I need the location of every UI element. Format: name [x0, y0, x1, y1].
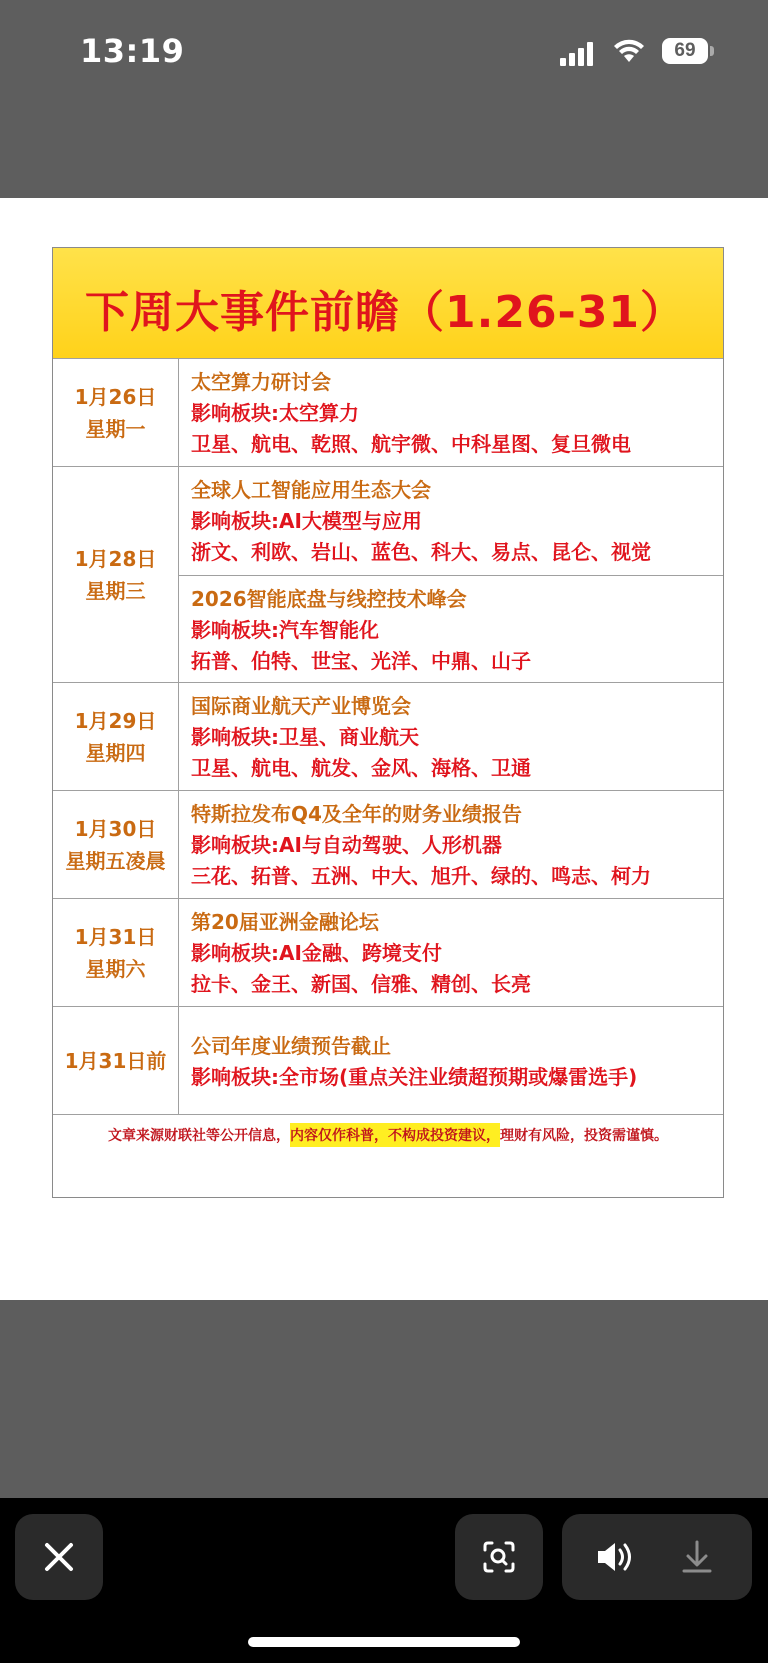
battery-icon [662, 38, 710, 64]
event-cell [179, 907, 723, 1000]
event-preview-card [52, 247, 724, 1198]
table-row [53, 683, 723, 791]
event-stocks: 卫星、航电、乾照、航宇微、中科星图、复旦微电 [191, 432, 631, 456]
close-icon [15, 1514, 103, 1600]
wifi-icon [612, 38, 646, 64]
table-row [53, 359, 723, 467]
weekday-label: 星期三 [85, 578, 146, 603]
event-name: 第20届亚洲金融论坛 [191, 910, 379, 934]
weekday-label: 星期五凌晨 [65, 848, 166, 873]
event-stocks: 拓普、伯特、世宝、光洋、中鼎、山子 [191, 649, 531, 673]
date-label: 1月29日 [74, 708, 157, 733]
event-sector: 影响板块:AI与自动驾驶、人形机器 [191, 833, 502, 857]
event-cell [179, 1031, 723, 1093]
table-row [53, 1007, 723, 1115]
card-header [53, 248, 723, 359]
speaker-icon[interactable] [590, 1532, 640, 1582]
event-stocks: 拉卡、金王、新国、信雅、精创、长亮 [191, 972, 531, 996]
date-cell [53, 791, 179, 898]
event-sector: 影响板块:AI大模型与应用 [191, 509, 422, 533]
event-sector: 影响板块:汽车智能化 [191, 618, 379, 642]
scan-search-icon [455, 1514, 543, 1600]
disclaimer [53, 1116, 723, 1154]
event-name: 国际商业航天产业博览会 [191, 694, 411, 718]
event-sector: 影响板块:太空算力 [191, 401, 359, 425]
event-cell [179, 475, 723, 568]
weekday-label: 星期一 [85, 416, 146, 441]
event-cell [179, 367, 723, 460]
date-label: 1月31日 [74, 924, 157, 949]
event-cell [179, 575, 723, 683]
table-row [53, 899, 723, 1007]
disclaimer-risk: 理财有风险，投资需谨慎。 [500, 1128, 668, 1144]
event-stocks: 卫星、航电、航发、金风、海格、卫通 [191, 756, 531, 780]
card-title: 下周大事件前瞻（1.26-31） [85, 287, 686, 338]
event-stocks: 三花、拓普、五洲、中大、旭升、绿的、鸣志、柯力 [191, 864, 651, 888]
close-button[interactable] [15, 1514, 103, 1600]
status-time: 13:19 [80, 32, 185, 70]
visual-search-button[interactable] [455, 1514, 543, 1600]
media-controls [562, 1514, 752, 1600]
date-label: 1月28日 [74, 546, 157, 571]
event-stocks: 浙文、利欧、岩山、蓝色、科大、易点、昆仑、视觉 [191, 540, 651, 564]
date-cell [53, 467, 179, 682]
disclaimer-source: 文章来源财联社等公开信息， [108, 1128, 290, 1144]
event-name: 2026智能底盘与线控技术峰会 [191, 587, 467, 611]
disclaimer-highlight: 内容仅作科普，不构成投资建议， [290, 1123, 500, 1147]
table-row [53, 467, 723, 683]
date-cell [53, 359, 179, 466]
date-cell [53, 1007, 179, 1114]
date-cell [53, 899, 179, 1006]
event-sector: 影响板块:卫星、商业航天 [191, 725, 419, 749]
event-name: 特斯拉发布Q4及全年的财务业绩报告 [191, 802, 522, 826]
event-name: 公司年度业绩预告截止 [191, 1034, 391, 1058]
status-bar [0, 0, 768, 100]
cellular-signal-icon [560, 40, 600, 66]
date-label: 1月30日 [74, 816, 157, 841]
event-name: 全球人工智能应用生态大会 [191, 478, 431, 502]
event-cell [179, 691, 723, 784]
event-cell [179, 799, 723, 892]
weekday-label: 星期六 [85, 956, 146, 981]
date-label: 1月26日 [74, 384, 157, 409]
table-row [53, 791, 723, 899]
battery-level: 69 [674, 40, 696, 61]
home-indicator [248, 1637, 520, 1647]
date-label: 1月31日前 [64, 1048, 167, 1073]
event-name: 太空算力研讨会 [191, 370, 331, 394]
event-sector: 影响板块:AI金融、跨境支付 [191, 941, 442, 965]
weekday-label: 星期四 [85, 740, 146, 765]
download-icon[interactable] [672, 1532, 722, 1582]
date-cell [53, 683, 179, 790]
event-sector: 影响板块:全市场(重点关注业绩超预期或爆雷选手) [191, 1065, 638, 1089]
